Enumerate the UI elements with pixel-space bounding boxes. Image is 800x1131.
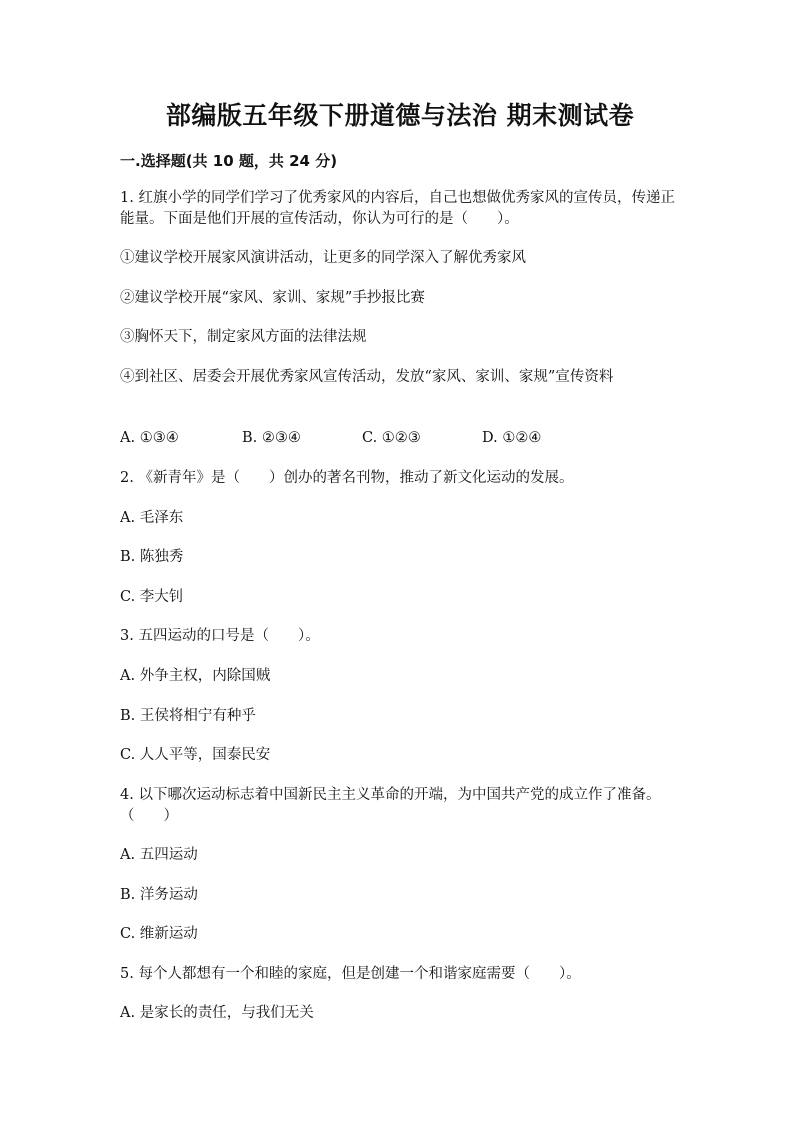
question-1-statement-3: ③胸怀天下，制定家风方面的法律法规	[120, 329, 367, 345]
question-1-statement-2: ②建议学校开展“家风、家训、家规”手抄报比赛	[120, 290, 425, 306]
question-1-option-b: B. ②③④	[242, 430, 301, 446]
question-2-stem: 2. 《新青年》是（ ）创办的著名刊物，推动了新文化运动的发展。	[120, 470, 574, 486]
question-1-statement-1: ①建议学校开展家风演讲活动，让更多的同学深入了解优秀家风	[120, 250, 526, 266]
question-2-option-a: A. 毛泽东	[120, 510, 184, 526]
question-3-option-a: A. 外争主权，内除国贼	[120, 668, 271, 684]
question-1-option-c: C. ①②③	[362, 430, 421, 446]
question-4-option-c: C. 维新运动	[120, 926, 198, 942]
question-3-stem: 3. 五四运动的口号是（ ）。	[120, 628, 320, 644]
question-4-option-a: A. 五四运动	[120, 847, 198, 863]
section-heading: 一.选择题(共 10 题，共 24 分)	[120, 152, 338, 170]
question-1-stem: 1. 红旗小学的同学们学习了优秀家风的内容后，自己也想做优秀家风的宣传员，传递正能量。下面是他们开展的宣传活动，你认为可行的是（ ）。	[120, 190, 675, 227]
question-5-option-a: A. 是家长的责任，与我们无关	[120, 1005, 314, 1021]
question-2-option-c: C. 李大钊	[120, 589, 184, 605]
page-title: 部编版五年级下册道德与法治 期末测试卷	[165, 101, 635, 130]
question-3-option-c: C. 人人平等，国泰民安	[120, 747, 271, 763]
question-4-option-b: B. 洋务运动	[120, 887, 198, 903]
question-1-option-a: A. ①③④	[120, 430, 179, 446]
question-1-option-d: D. ①②④	[482, 430, 542, 446]
question-3-option-b: B. 王侯将相宁有种乎	[120, 708, 256, 724]
question-5-stem: 5. 每个人都想有一个和睦的家庭，但是创建一个和谐家庭需要（ ）。	[120, 966, 581, 982]
question-1-statement-4: ④到社区、居委会开展优秀家风宣传活动，发放“家风、家训、家规”宣传资料	[120, 369, 614, 385]
question-2-option-b: B. 陈独秀	[120, 549, 184, 565]
question-4-stem: 4. 以下哪次运动标志着中国新民主主义革命的开端，为中国共产党的成立作了准备。（ ）	[120, 787, 661, 824]
